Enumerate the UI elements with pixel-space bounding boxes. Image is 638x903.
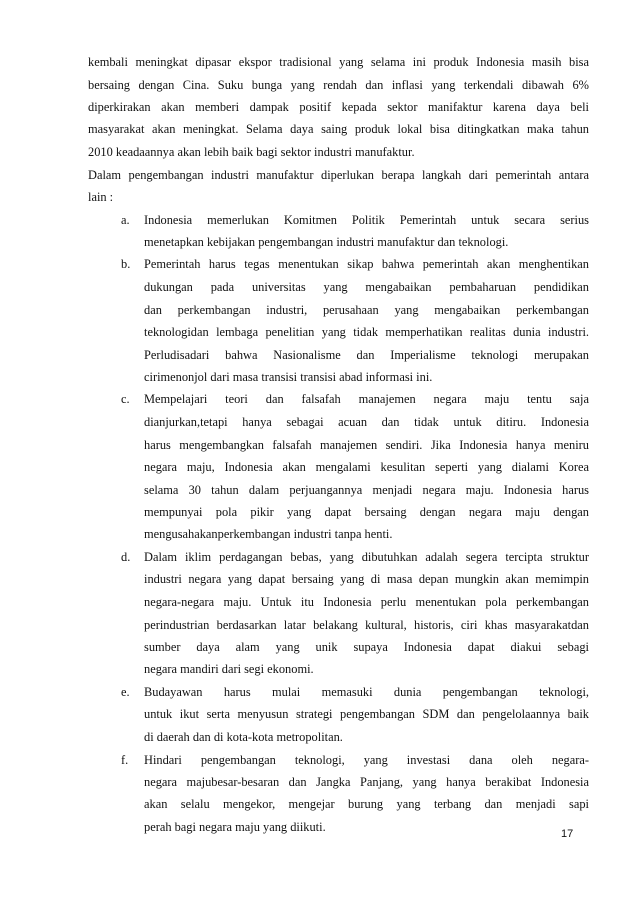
- list-item-line: negara majubesar-besaran dan Jangka Panjang, yang hanya berakibat Indonesia: [144, 774, 589, 789]
- list-item-line: Hindari pengembangan teknologi, yang investasi dana oleh negara-: [144, 752, 589, 767]
- page-number: 17: [561, 828, 574, 840]
- list-item-line: akan selalu mengekor, mengejar burung yang terbang dan menjadi sapi: [144, 796, 589, 811]
- list-item-line: Budayawan harus mulai memasuki dunia pengembangan teknologi,: [144, 685, 589, 700]
- paragraph-line: kembali meningkat dipasar ekspor tradisional yang selama ini produk Indonesia masih bisa: [88, 55, 589, 69]
- list-item-line: di daerah dan di kota-kota metropolitan.: [144, 729, 343, 744]
- paragraph-line: masyarakat akan meningkat. Selama daya saing produk lokal bisa ditingkatkan maka tahun: [88, 122, 589, 137]
- list-marker: b.: [121, 257, 131, 272]
- list-item-line: selama 30 tahun dalam perjuangannya menjadi negara maju. Indonesia harus: [144, 482, 589, 497]
- list-item-line: perindustrian berdasarkan latar belakang kultural, historis, ciri khas masyarakatdan: [144, 617, 589, 632]
- list-item-line: mempunyai pola pikir yang dapat bersaing dengan negara maju dengan: [144, 504, 589, 519]
- list-item-line: Pemerintah harus tegas menentukan sikap bahwa pemerintah akan menghentikan: [144, 257, 589, 272]
- list-item-line: Indonesia memerlukan Komitmen Politik Pemerintah untuk secara serius: [144, 213, 589, 227]
- paragraph-line: diperkirakan akan memberi dampak positif kepada sektor manifaktur karena daya beli: [88, 100, 589, 115]
- list-marker: f.: [121, 752, 129, 767]
- paragraph-line: 2010 keadaannya akan lebih baik bagi sektor industri manufaktur.: [88, 144, 415, 159]
- list-item-line: negara mandiri dari segi ekonomi.: [144, 662, 314, 676]
- list-item-line: dianjurkan,tetapi hanya sebagai acuan dan tidak untuk ditiru. Indonesia: [144, 415, 589, 430]
- list-item-line: menetapkan kebijakan pengembangan industri manufaktur dan teknologi.: [144, 235, 509, 250]
- paragraph-line: lain :: [88, 189, 114, 204]
- list-item-line: cirimenonjol dari masa transisi transisi abad informasi ini.: [144, 370, 433, 385]
- list-item-line: Dalam iklim perdagangan bebas, yang dibutuhkan adalah segera tercipta struktur: [144, 550, 589, 565]
- list-marker: d.: [121, 550, 131, 565]
- list-item-line: teknologidan lembaga penelitian yang tidak memperhatikan realitas dunia industri.: [144, 324, 589, 339]
- list-item-line: negara-negara maju. Untuk itu Indonesia perlu menentukan pola perkembangan: [144, 594, 589, 609]
- paragraph-line: bersaing dengan Cina. Suku bunga yang rendah dan inflasi yang terkendali dibawah 6%: [88, 78, 589, 93]
- list-marker: c.: [121, 392, 130, 407]
- list-item-line: Mempelajari teori dan falsafah manajemen negara maju tentu saja: [144, 392, 589, 407]
- list-item-line: industri negara yang dapat bersaing yang di masa depan mungkin akan memimpin: [144, 572, 589, 587]
- list-item-line: mengusahakanperkembangan industri tanpa henti.: [144, 527, 393, 542]
- list-item-line: dukungan pada universitas yang mengabaikan pembaharuan pendidikan: [144, 280, 589, 295]
- list-item-line: harus mengembangkan falsafah manajemen sendiri. Jika Indonesia hanya meniru: [144, 437, 589, 452]
- list-item-line: perah bagi negara maju yang diikuti.: [144, 820, 326, 834]
- list-item-line: Perludisadari bahwa Nasionalisme dan Imperialisme teknologi merupakan: [144, 347, 589, 362]
- list-item-line: sumber daya alam yang unik supaya Indonesia dapat diakui sebagi: [144, 639, 589, 654]
- list-item-line: untuk ikut serta menyusun strategi pengembangan SDM dan pengelolaannya baik: [144, 707, 589, 722]
- list-marker: e.: [121, 685, 130, 700]
- paragraph-line: Dalam pengembangan industri manufaktur diperlukan berapa langkah dari pemerintah antara: [88, 167, 589, 182]
- list-item-line: negara maju, Indonesia akan mengalami kesulitan seperti yang dialami Korea: [144, 459, 589, 474]
- list-item-line: dan perkembangan industri, perusahaan yang mengabaikan perkembangan: [144, 302, 589, 317]
- list-marker: a.: [121, 213, 130, 227]
